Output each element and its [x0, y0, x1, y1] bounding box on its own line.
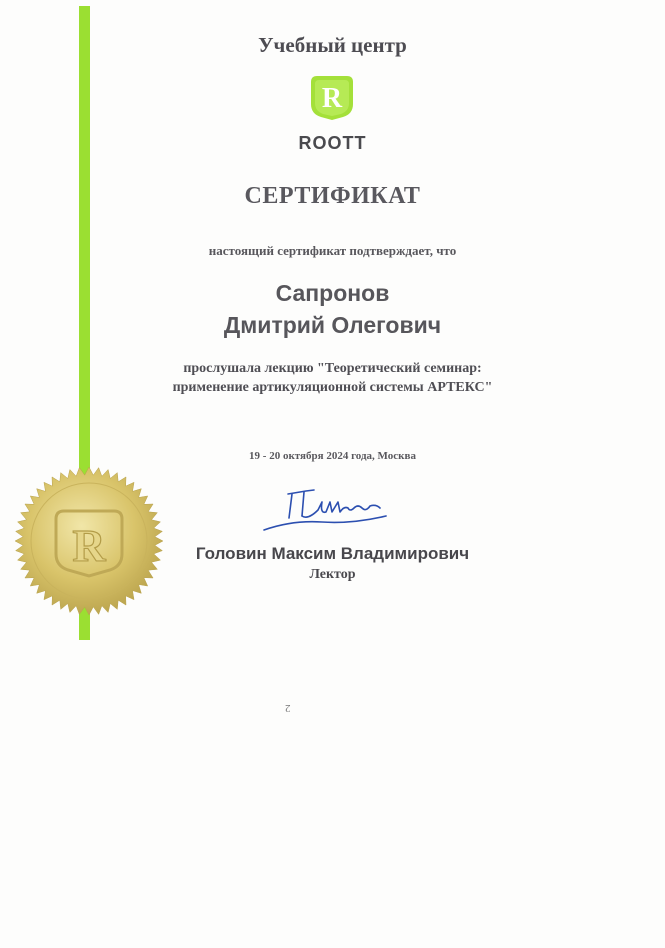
lecturer-signature — [262, 484, 392, 536]
page-number: 2 — [285, 702, 291, 714]
recipient-given-names: Дмитрий Олегович — [223, 312, 442, 338]
school-title: Учебный центр — [258, 33, 407, 57]
roott-logo-icon — [309, 74, 355, 120]
logo-letter: R — [321, 83, 343, 114]
certificate-title: СЕРТИФИКАТ — [244, 183, 421, 209]
lecturer-name: Головин Максим Владимирович — [195, 544, 470, 563]
seal-letter: R — [72, 520, 106, 571]
recipient-surname: Сапронов — [275, 280, 390, 306]
gold-seal-icon — [14, 466, 164, 616]
confirm-text: настоящий сертификат подтверждает, что — [208, 243, 457, 258]
lecture-line-1: прослушала лекцию "Теоретический семинар: — [183, 361, 482, 376]
lecturer-role: Лектор — [309, 567, 356, 582]
date-place: 19 - 20 октября 2024 года, Москва — [249, 450, 416, 462]
lecture-line-2: применение артикуляционной системы АРТЕКС" — [172, 380, 493, 395]
brand-name: ROOTT — [298, 133, 367, 153]
